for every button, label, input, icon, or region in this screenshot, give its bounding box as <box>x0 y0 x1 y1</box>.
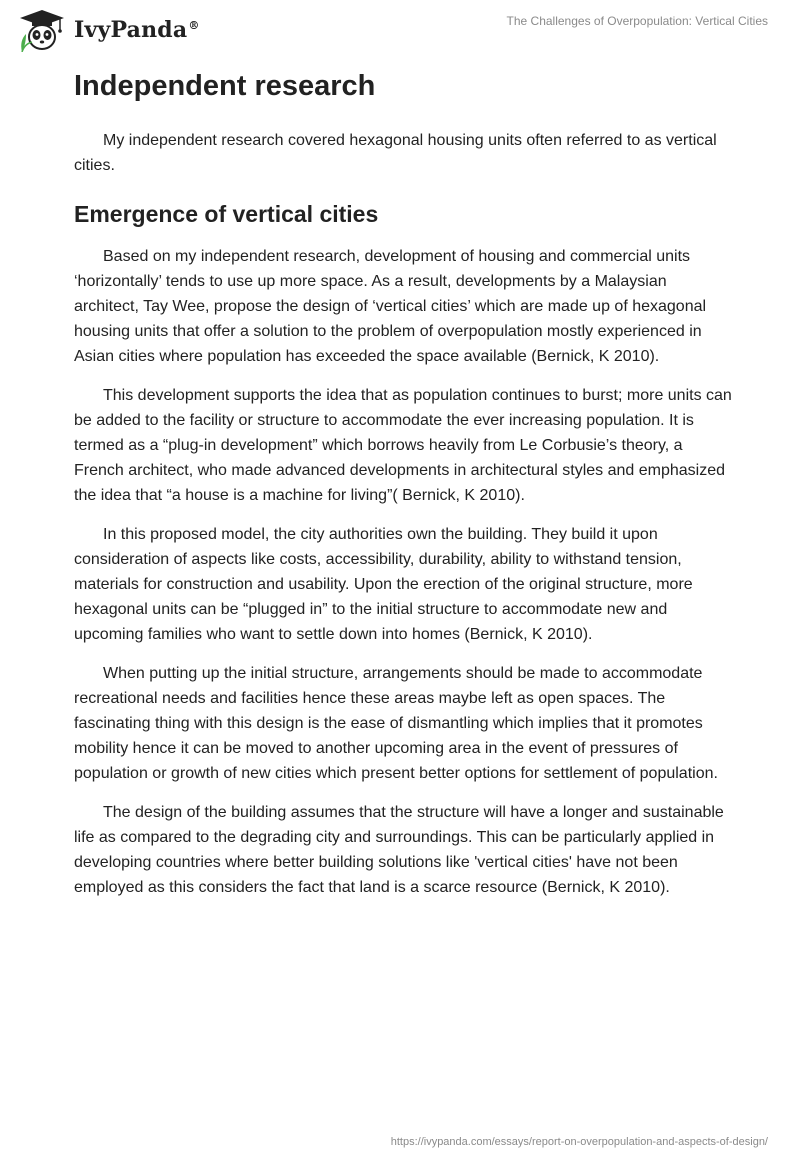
ivypanda-logo[interactable] <box>16 8 200 52</box>
page-title: Independent research <box>74 70 376 102</box>
body-paragraph: In this proposed model, the city authorities own the building. They build it upon consideration of aspects like costs, accessibility, durability, ability to withstand tension, materials for construction and usability. Upon the erection of the original structure, more hexagonal units can be “plugged in” to the initial structure to accommodate new and upcoming families who want to settle down into homes (Bernick, K 2010). <box>74 525 693 643</box>
body-paragraph: This development supports the idea that as population continues to burst; more units can be added to the facility or structure to accommodate the ever increasing population. It is termed as a “plug-in development” which borrows heavily from Le Corbusie’s theory, a French architect, who made advanced developments in architectural styles and emphasized the idea that “a house is a machine for living”( Bernick, K 2010). <box>74 386 732 504</box>
article-body <box>74 68 734 914</box>
brand-name: IvyPanda® <box>74 17 200 43</box>
panda-graduate-icon <box>16 8 68 52</box>
body-paragraph: When putting up the initial structure, arrangements should be made to accommodate recreational needs and facilities hence these areas maybe left as open spaces. The fascinating thing with this design is the ease of dismantling which implies that it promotes mobility hence it can be moved to another upcoming area in the event of pressures of population or growth of new cities which present better options for settlement of population. <box>74 664 718 782</box>
registered-mark: ® <box>188 18 200 32</box>
source-url[interactable]: https://ivypanda.com/essays/report-on-overpopulation-and-aspects-of-design/ <box>390 1136 768 1148</box>
running-title: The Challenges of Overpopulation: Vertical Cities <box>506 14 768 28</box>
body-paragraph: Based on my independent research, development of housing and commercial units ‘horizontally’ tends to use up more space. As a result, developments by a Malaysian architect, Tay Wee, propose the design of ‘vertical cities’ which are made up of hexagonal housing units that offer a solution to the problem of overpopulation mostly experienced in Asian cities where population has exceeded the space available (Bernick, K 2010). <box>74 247 707 365</box>
body-paragraph: The design of the building assumes that the structure will have a longer and sustainable life as compared to the degrading city and surroundings. This can be particularly applied in developing countries where better building solutions like 'vertical cities' have not been employed as this considers the fact that land is a scarce resource (Bernick, K 2010). <box>74 803 724 896</box>
intro-paragraph: My independent research covered hexagonal housing units often referred to as vertical cities. <box>74 131 717 174</box>
section-heading: Emergence of vertical cities <box>74 200 379 227</box>
page-header <box>0 0 800 60</box>
